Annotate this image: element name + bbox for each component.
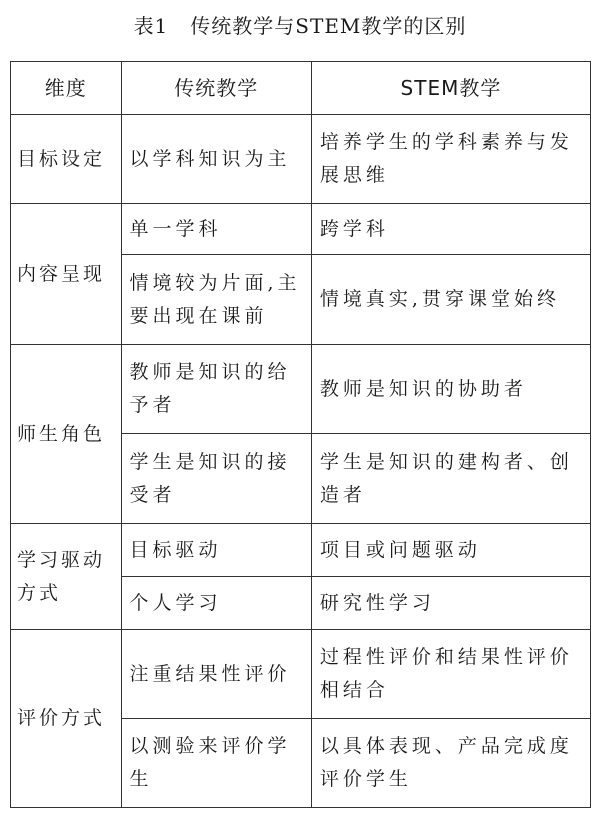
table-row — [11, 204, 591, 255]
dimension-cell: 目标设定 — [11, 115, 122, 204]
comparison-table — [10, 61, 591, 808]
header-row — [11, 62, 591, 115]
table-caption — [0, 10, 600, 39]
dimension-cell: 内容呈现 — [11, 204, 122, 345]
table-row — [11, 630, 591, 719]
stem-cell: 学生是知识的建构者、创造者 — [311, 434, 590, 524]
stem-cell: 跨学科 — [311, 204, 590, 255]
traditional-cell: 单一学科 — [121, 204, 311, 255]
traditional-cell: 以学科知识为主 — [121, 115, 311, 204]
header-dimension: 维度 — [11, 62, 122, 115]
table-row — [11, 115, 591, 204]
stem-cell: 教师是知识的协助者 — [311, 345, 590, 434]
traditional-cell: 注重结果性评价 — [121, 630, 311, 719]
traditional-cell: 情境较为片面,主要出现在课前 — [121, 255, 311, 345]
stem-cell: 以具体表现、产品完成度评价学生 — [311, 719, 590, 808]
stem-cell: 培养学生的学科素养与发展思维 — [311, 115, 590, 204]
table-number: 表1 — [133, 14, 169, 38]
traditional-cell: 目标驱动 — [121, 524, 311, 577]
table-title: 传统教学与STEM教学的区别 — [190, 14, 467, 38]
table-row — [11, 524, 591, 577]
dimension-cell: 学习驱动方式 — [11, 524, 122, 630]
traditional-cell: 学生是知识的接受者 — [121, 434, 311, 524]
stem-cell: 研究性学习 — [311, 577, 590, 630]
header-stem: STEM教学 — [311, 62, 590, 115]
dimension-cell: 师生角色 — [11, 345, 122, 524]
dimension-cell: 评价方式 — [11, 630, 122, 808]
traditional-cell: 教师是知识的给予者 — [121, 345, 311, 434]
table-row — [11, 345, 591, 434]
header-traditional: 传统教学 — [121, 62, 311, 115]
traditional-cell: 以测验来评价学生 — [121, 719, 311, 808]
stem-cell: 项目或问题驱动 — [311, 524, 590, 577]
traditional-cell: 个人学习 — [121, 577, 311, 630]
stem-cell: 情境真实,贯穿课堂始终 — [311, 255, 590, 345]
stem-cell: 过程性评价和结果性评价相结合 — [311, 630, 590, 719]
